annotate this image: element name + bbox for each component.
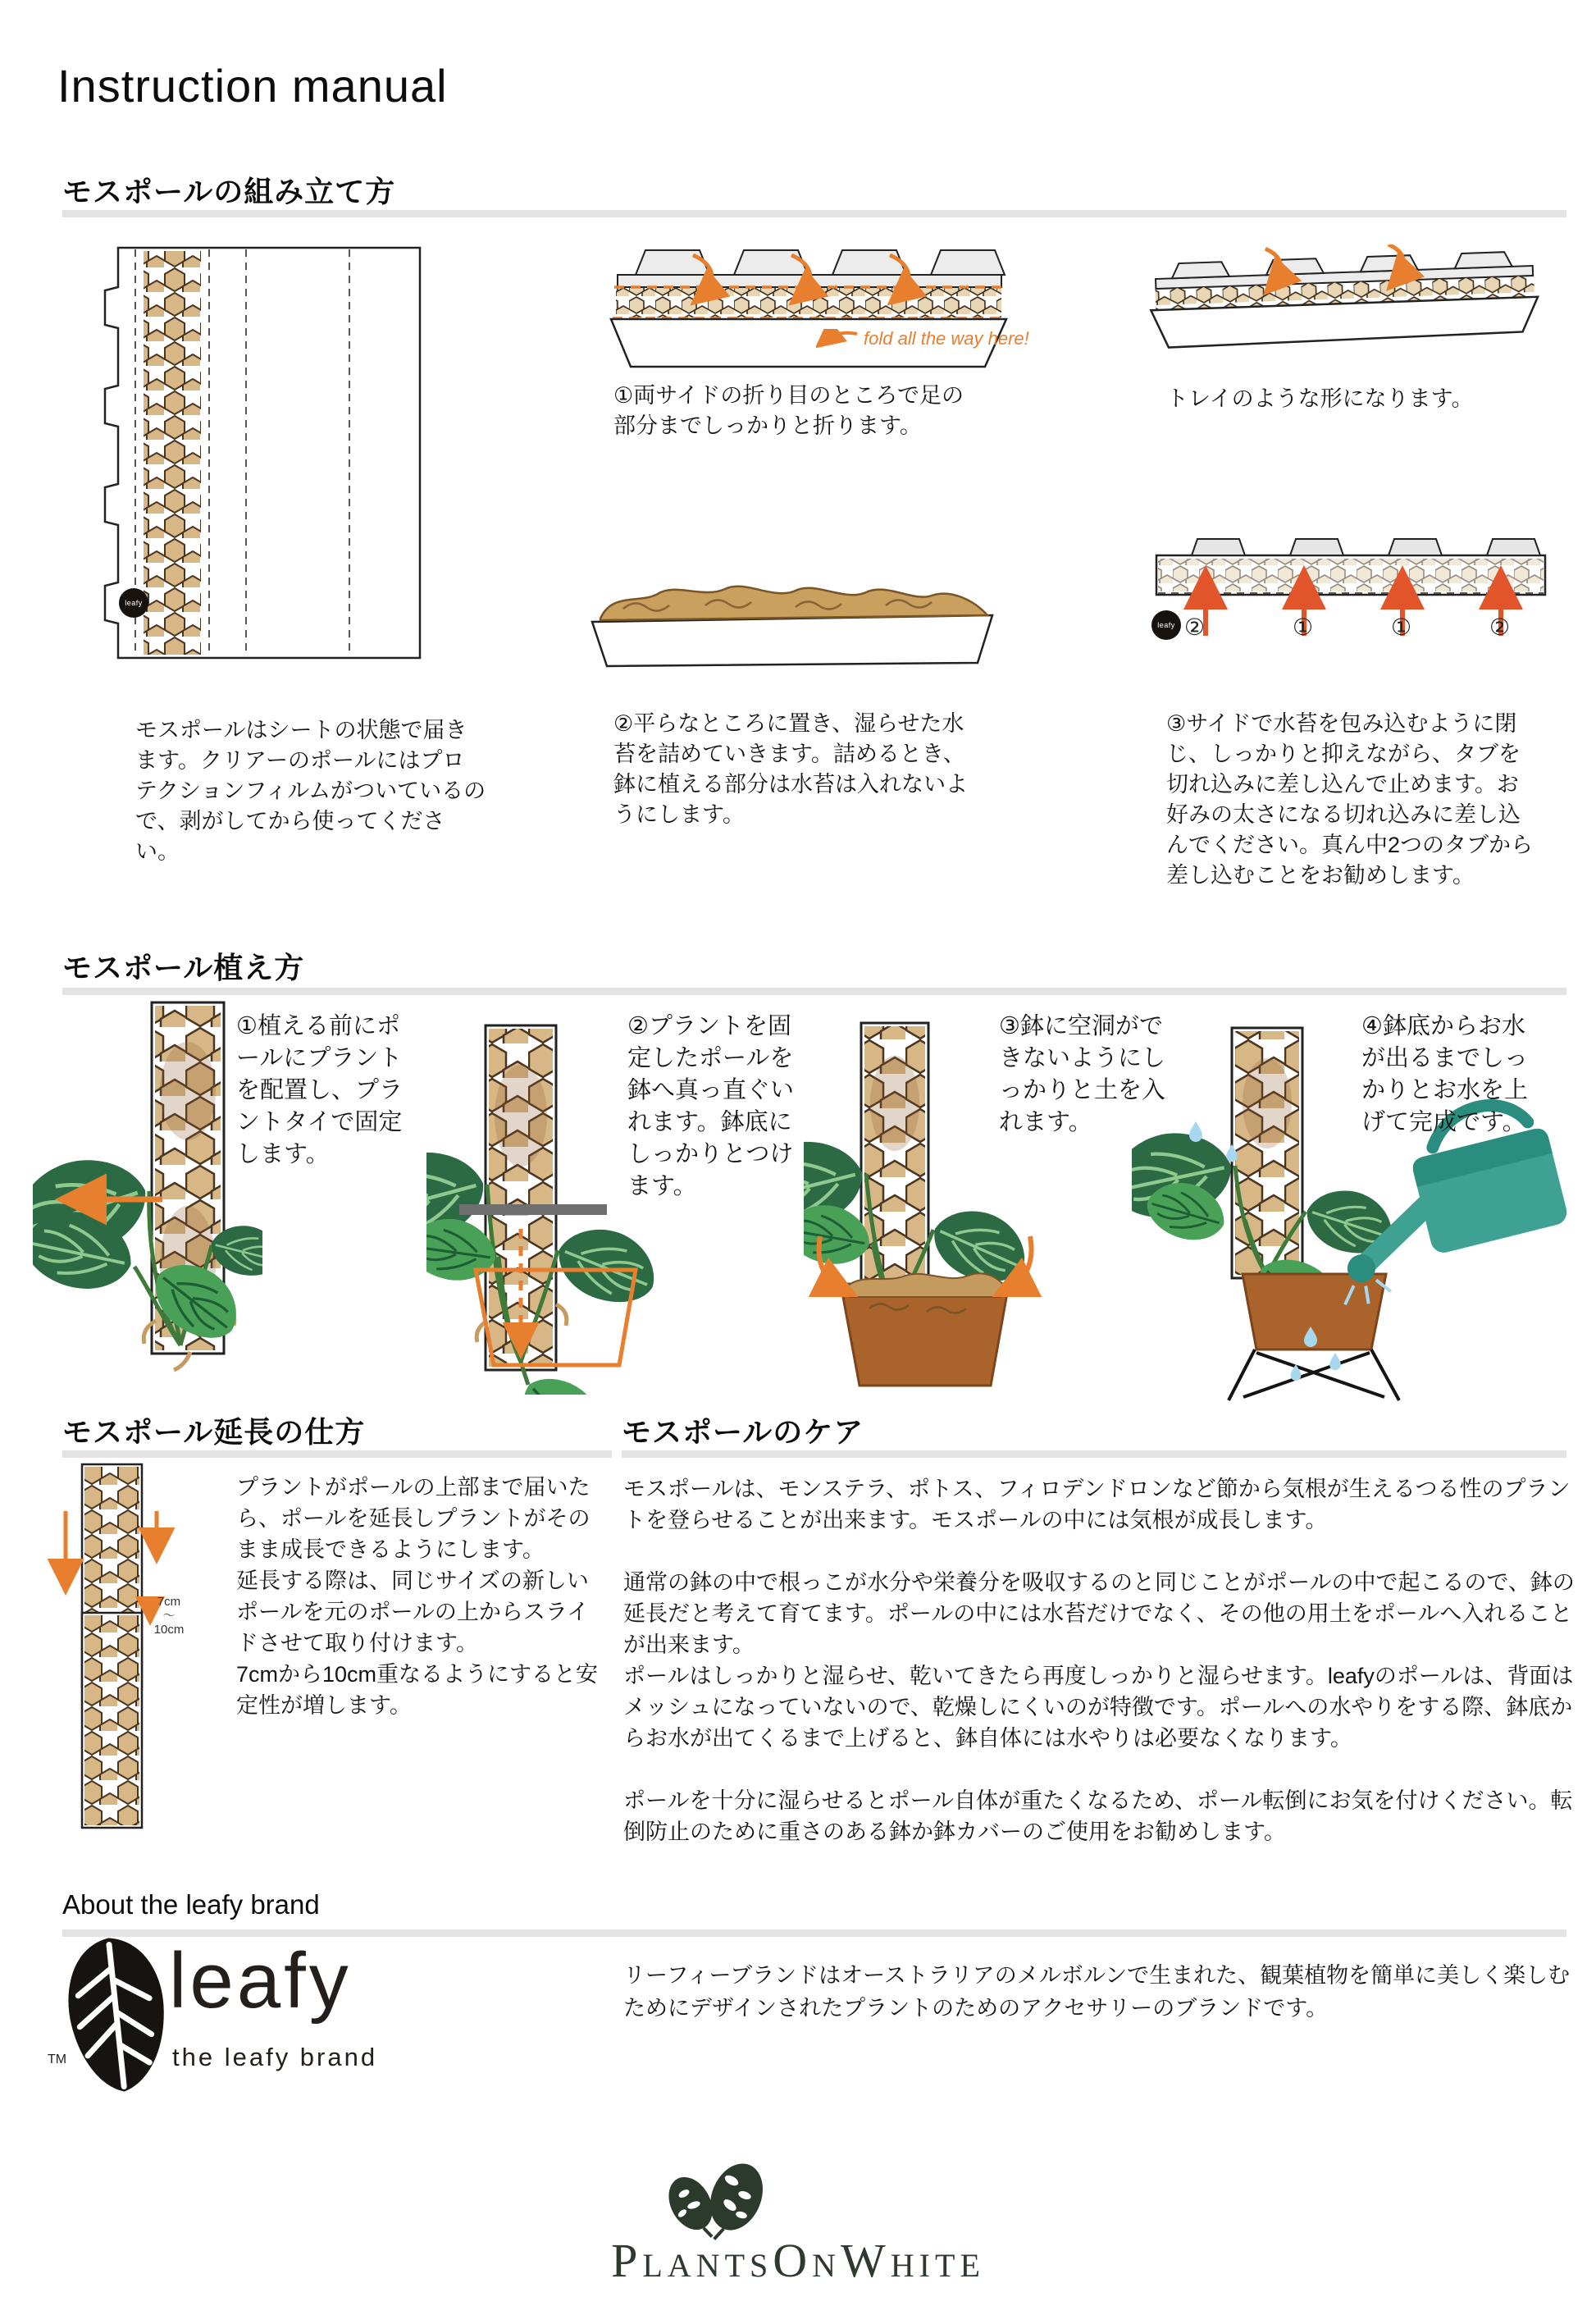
section-divider — [622, 1450, 1566, 1458]
tray-result-caption: トレイのような形になります。 — [1166, 386, 1474, 411]
section-divider — [62, 210, 1566, 217]
tab-label: ② — [1489, 614, 1511, 640]
leafy-logo-dot — [1151, 610, 1181, 640]
trademark-mark: TM — [48, 2053, 67, 2066]
assembly-step3-caption: ③サイドで水苔を包み込むように閉じ、しっかりと抑えながら、タブを切れ込みに差し込んで止めます。お好みの太さになる切れ込みに差し込んでください。真ん中2つのタブから差し込むことをお勧めします。 — [1166, 711, 1534, 888]
moss-filled-tray-illustration — [582, 558, 1005, 673]
overlap-dimension-label — [148, 1595, 190, 1637]
extension-paragraph: プラントがポールの上部まで届いたら、ポールを延長しプラントがそのまま成長できるようにします。 — [236, 1475, 591, 1562]
dim-label-bottom: 10cm — [153, 1623, 185, 1637]
footer-logo-initial: P — [611, 2234, 643, 2287]
leafy-logo-dot — [119, 588, 148, 618]
tray-shape-illustration — [1144, 244, 1546, 353]
brand-wordmark: leafy — [169, 1937, 352, 2025]
assembly-step2-caption: ②平らなところに置き、湿らせた水苔を詰めていきます。詰めるとき、鉢に植える部分は水苔は入れないようにします。 — [613, 711, 968, 827]
care-paragraph: ポールはしっかりと湿らせ、乾いてきたら再度しっかりと湿らせます。leafyのポールは、背面はメッシュになっていないので、乾燥しにくいのが特徴です。ポールへの水やりをする際、鉢底からお水が出てくるまで上げると、鉢自体には水やりは必要なくなります。 — [623, 1664, 1574, 1751]
tab-label: ① — [1293, 614, 1314, 640]
planting-step-caption: ②プラントを固定したポールを鉢へ真っ直ぐいれます。鉢底にしっかりとつけます。 — [627, 1013, 795, 1199]
tab-label: ① — [1391, 614, 1412, 640]
footer-logo-rest: N — [812, 2247, 841, 2284]
extension-heading: モスポール延長の仕方 — [62, 1415, 366, 1449]
tab-label: ② — [1184, 614, 1206, 640]
section-divider — [62, 1450, 612, 1458]
fold-note-label: fold all the way here! — [864, 328, 1029, 349]
planting-step-caption: ④鉢底からお水が出るまでしっかりとお水を上げて完成です。 — [1361, 1013, 1529, 1135]
leafy-dot-label: leafy — [125, 599, 143, 607]
folded-sheet-illustration — [603, 242, 1017, 372]
footer-logo-initial: W — [841, 2234, 891, 2287]
monstera-leaf-logo-icon — [59, 1933, 174, 2097]
brand-tagline: the leafy brand — [172, 2043, 378, 2071]
extension-paragraph: 延長する際は、同じサイズの新しいポールを元のポールの上からスライドさせて取り付けます。 — [236, 1569, 590, 1655]
dim-label-tilde: 〜 — [162, 1609, 176, 1623]
care-body — [623, 1473, 1583, 1847]
assembly-heading: モスポールの組み立て方 — [62, 175, 396, 208]
footer-logo-rest: LANTS — [642, 2247, 773, 2284]
care-heading: モスポールのケア — [622, 1415, 864, 1449]
planting-heading: モスポール植え方 — [62, 951, 305, 984]
page-title: Instruction manual — [57, 60, 448, 112]
planting-step-caption: ③鉢に空洞ができないようにしっかりと土を入れます。 — [999, 1013, 1166, 1135]
assembly-intro-caption: モスポールはシートの状態で届きます。クリアーのポールにはプロテクションフィルムがついているので、剥がしてから使ってください。 — [135, 718, 486, 864]
extension-paragraph: 7cmから10cm重なるようにすると安定性が増します。 — [236, 1662, 599, 1718]
footer-leaves-icon — [656, 2162, 779, 2244]
extension-illustration — [45, 1460, 238, 1838]
assembly-step1-caption: ①両サイドの折り目のところで足の部分までしっかりと折ります。 — [613, 383, 964, 438]
section-divider — [62, 988, 1566, 995]
footer-wordmark — [0, 2233, 1596, 2288]
planting-step-caption: ①植える前にポールにプラントを配置し、プラントタイで固定します。 — [236, 1013, 404, 1167]
fold-arrow-icon — [816, 329, 859, 349]
planting-step1-illustration — [33, 993, 262, 1378]
footer-logo-rest: HITE — [890, 2247, 985, 2284]
care-paragraph: 通常の鉢の中で根っこが水分や栄養分を吸収するのと同じことがポールの中で起こるので、鉢の延長だと考えて育てます。ポールの中には水苔だけでなく、その他の用土をポールへ入れることが出来ます。 — [623, 1570, 1575, 1657]
footer-logo-initial: O — [773, 2234, 813, 2287]
extension-body — [236, 1472, 601, 1721]
care-paragraph: モスポールは、モンステラ、ポトス、フィロデンドロンなど節から気根が生えるつる性のプラントを登らせることが出来ます。モスポールの中には気根が成長します。 — [623, 1477, 1571, 1532]
leafy-dot-label: leafy — [1157, 621, 1175, 629]
dim-label-top: 7cm — [157, 1595, 181, 1609]
fold-note — [816, 328, 1029, 349]
brand-description: リーフィーブランドはオーストラリアのメルボルンで生まれた、観葉植物を簡単に美しく楽しむためにデザインされたプラントのためのアクセサリーのブランドです。 — [623, 1963, 1571, 2021]
brand-heading: About the leafy brand — [62, 1889, 320, 1920]
care-paragraph: ポールを十分に湿らせるとポール自体が重たくなるため、ポール転倒にお気を付けください。転倒防止のために重さのある鉢か鉢カバーのご使用をお勧めします。 — [623, 1788, 1573, 1844]
